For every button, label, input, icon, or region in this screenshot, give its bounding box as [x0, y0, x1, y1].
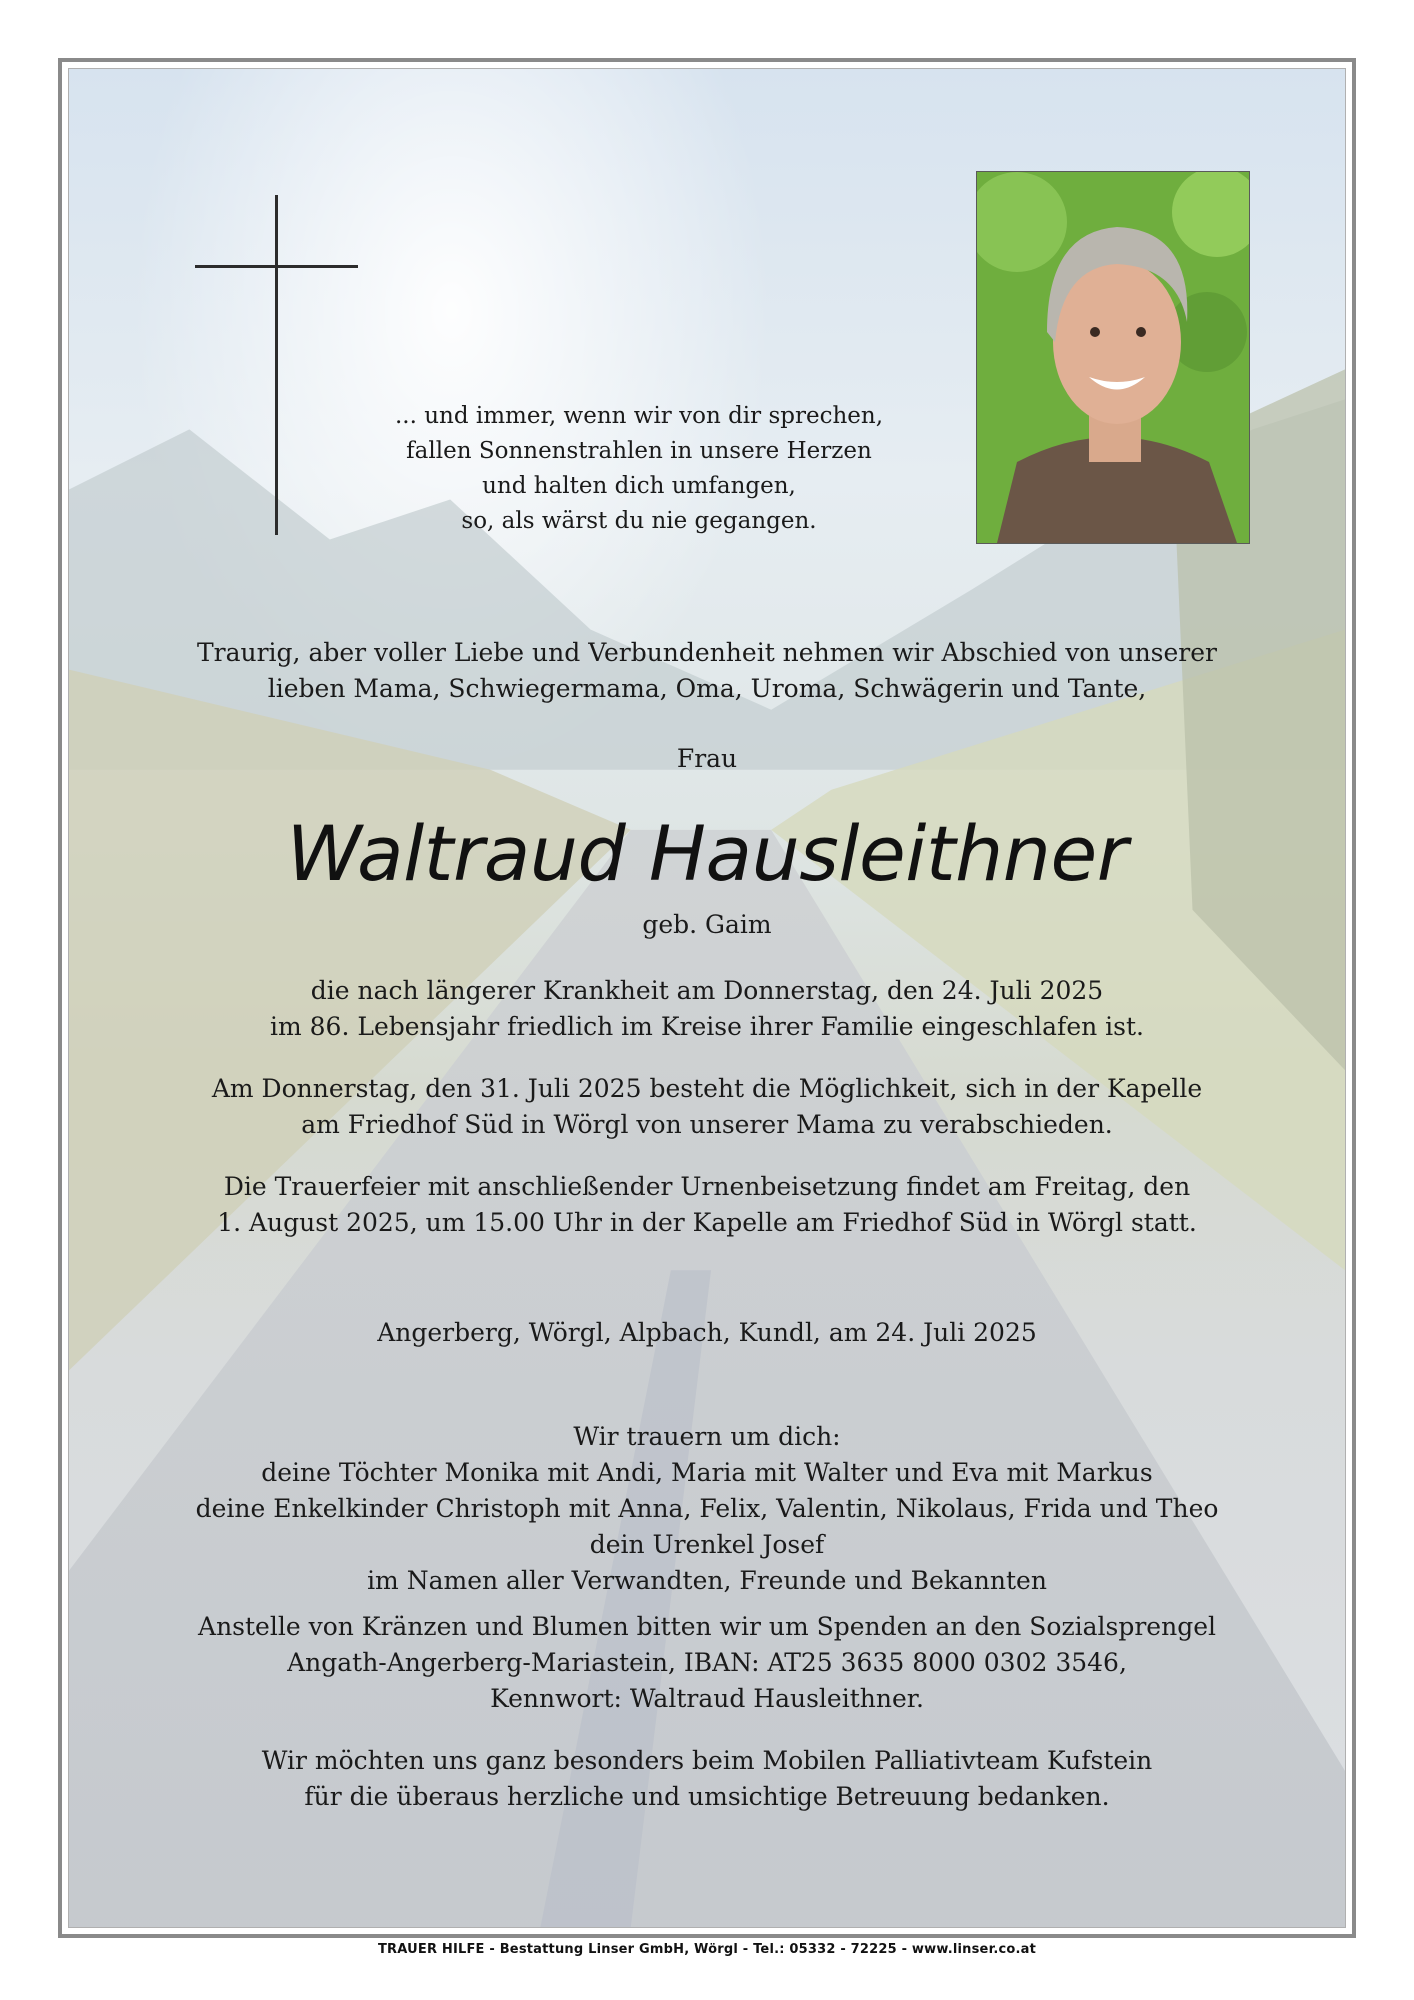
footer-imprint: TRAUER HILFE - Bestattung Linser GmbH, Wörgl - Tel.: 05332 - 72225 - www.linser.co.at: [377, 1942, 1037, 1957]
viewing-line: am Friedhof Süd in Wörgl von unserer Mama zu verabschieden.: [301, 1110, 1113, 1139]
deceased-name: Waltraud Hausleithner: [286, 809, 1128, 898]
mourners-line: Wir trauern um dich:: [573, 1422, 841, 1451]
obituary-frame: [58, 58, 1356, 1938]
funeral-line: Die Trauerfeier mit anschließender Urnenbeisetzung findet am Freitag, den: [223, 1172, 1191, 1201]
cross-horizontal-beam: [195, 265, 358, 268]
obituary-panel: [68, 68, 1346, 1928]
funeral-line: 1. August 2025, um 15.00 Uhr in der Kapelle am Friedhof Süd in Wörgl statt.: [217, 1208, 1197, 1237]
thanks-line: Wir möchten uns ganz besonders beim Mobilen Palliativteam Kufstein: [261, 1746, 1153, 1775]
mourners-line: dein Urenkel Josef: [589, 1530, 825, 1559]
mourners-line: deine Enkelkinder Christoph mit Anna, Felix, Valentin, Nikolaus, Frida und Theo: [195, 1494, 1219, 1523]
intro-line: Traurig, aber voller Liebe und Verbundenheit nehmen wir Abschied von unserer: [196, 638, 1218, 667]
intro-text: [69, 635, 1345, 707]
thanks-note: [69, 1743, 1345, 1815]
poem-line: ... und immer, wenn wir von dir sprechen,: [394, 403, 884, 429]
birth-name: geb. Gaim: [642, 910, 772, 939]
mourners-line: deine Töchter Monika mit Andi, Maria mit Walter und Eva mit Markus: [261, 1458, 1153, 1487]
poem: [329, 399, 949, 539]
poem-line: fallen Sonnenstrahlen in unsere Herzen: [406, 438, 872, 464]
funeral-notice: [69, 1169, 1345, 1241]
donation-line: Kennwort: Waltraud Hausleithner.: [490, 1684, 924, 1713]
poem-line: und halten dich umfangen,: [482, 473, 796, 499]
salutation: Frau: [676, 744, 738, 773]
cross-vertical-beam: [275, 195, 278, 535]
donation-line: Anstelle von Kränzen und Blumen bitten wir um Spenden an den Sozialsprengel: [198, 1612, 1216, 1641]
death-notice-line: die nach längerer Krankheit am Donnerstag, den 24. Juli 2025: [310, 976, 1104, 1005]
thanks-line: für die überaus herzliche und umsichtige Betreuung bedanken.: [304, 1782, 1110, 1811]
viewing-notice: [69, 1071, 1345, 1143]
place-date: Angerberg, Wörgl, Alpbach, Kundl, am 24. Juli 2025: [377, 1318, 1037, 1347]
mourners-line: im Namen aller Verwandten, Freunde und Bekannten: [367, 1566, 1047, 1595]
death-notice-line: im 86. Lebensjahr friedlich im Kreise ihrer Familie eingeschlafen ist.: [270, 1012, 1144, 1041]
donation-request: [69, 1609, 1345, 1717]
death-notice: [69, 973, 1345, 1045]
portrait-photo: [976, 171, 1250, 544]
poem-line: so, als wärst du nie gegangen.: [461, 508, 817, 534]
donation-line: Angath-Angerberg-Mariastein, IBAN: AT25 3635 8000 0302 3546,: [287, 1648, 1127, 1677]
viewing-line: Am Donnerstag, den 31. Juli 2025 besteht die Möglichkeit, sich in der Kapelle: [211, 1074, 1203, 1103]
intro-line: lieben Mama, Schwiegermama, Oma, Uroma, Schwägerin und Tante,: [267, 674, 1147, 703]
mourners-list: [69, 1419, 1345, 1599]
